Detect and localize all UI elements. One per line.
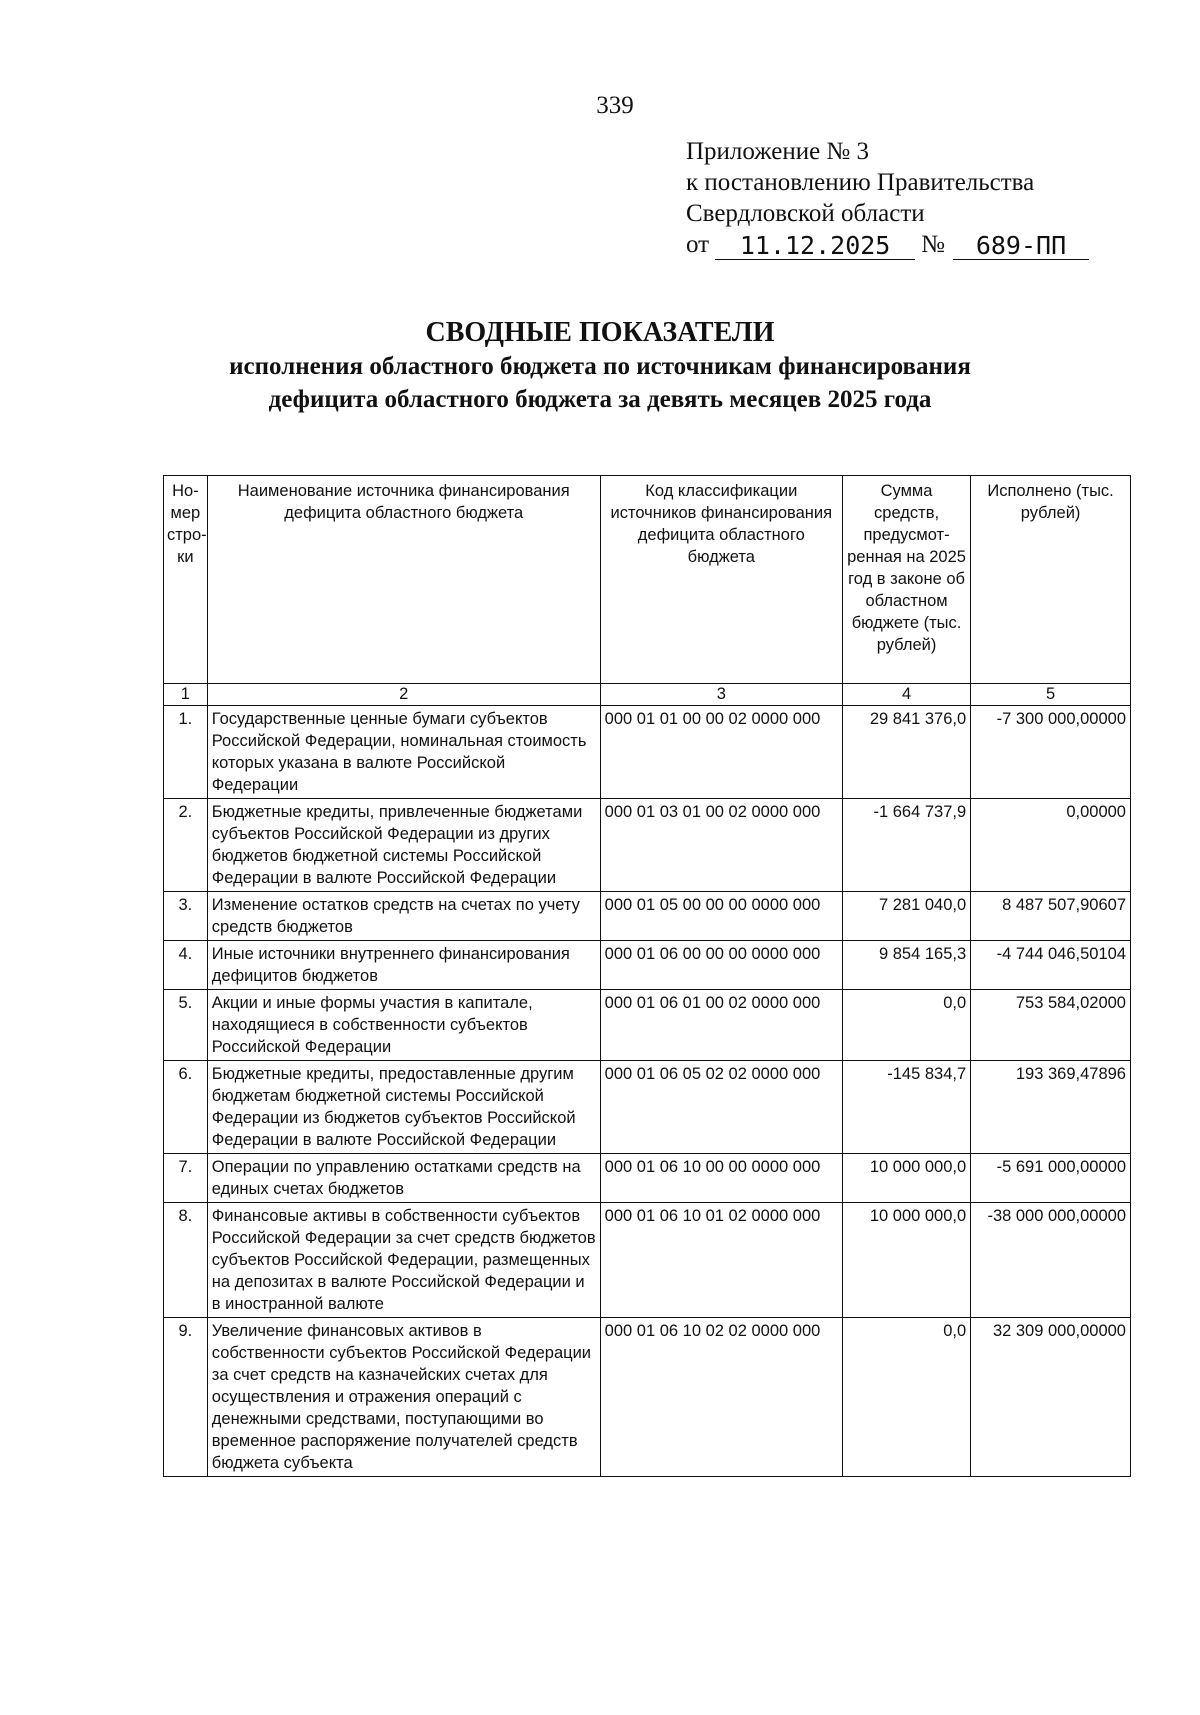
row-planned-amount: -1 664 737,9 [842, 799, 970, 892]
row-source-name: Увеличение финансовых активов в собственности субъектов Российской Федерации за счет средств на казначейских счетах для осуществления и отражения операций с денежными средствами, поступающими во временное распоряжение получателей средств бюджета субъекта [207, 1318, 600, 1477]
row-number: 2. [164, 799, 208, 892]
row-source-name: Финансовые активы в собственности субъектов Российской Федерации за счет средств бюджетов субъектов Российской Федерации, размещенных на депозитах в валюте Российской Федерации и в иностранной валюте [207, 1203, 600, 1318]
appendix-line-2: к постановлению Правительства [686, 169, 1035, 196]
row-classification-code: 000 01 06 00 00 00 0000 000 [600, 941, 842, 990]
row-number: 8. [164, 1203, 208, 1318]
appendix-date-line [686, 229, 1089, 260]
row-planned-amount: 7 281 040,0 [842, 892, 970, 941]
column-number-row [164, 684, 1131, 706]
row-classification-code: 000 01 01 00 00 02 0000 000 [600, 706, 842, 799]
row-planned-amount: 0,0 [842, 990, 970, 1061]
row-planned-amount: 10 000 000,0 [842, 1203, 970, 1318]
row-executed-amount: 753 584,02000 [971, 990, 1131, 1061]
row-number: 5. [164, 990, 208, 1061]
table-row [164, 1061, 1131, 1154]
financing-sources-table [163, 475, 1131, 1477]
row-planned-amount: 0,0 [842, 1318, 970, 1477]
table-row [164, 1203, 1131, 1318]
row-executed-amount: 8 487 507,90607 [971, 892, 1131, 941]
table-header-row [164, 476, 1131, 684]
row-executed-amount: -38 000 000,00000 [971, 1203, 1131, 1318]
row-classification-code: 000 01 06 10 00 00 0000 000 [600, 1154, 842, 1203]
row-number: 7. [164, 1154, 208, 1203]
row-source-name: Операции по управлению остатками средств на единых счетах бюджетов [207, 1154, 600, 1203]
number-prefix: № [921, 231, 945, 258]
resolution-number: 689-ПП [953, 233, 1089, 260]
row-executed-amount: -5 691 000,00000 [971, 1154, 1131, 1203]
header-executed-amount: Исполнено (тыс. рублей) [971, 476, 1131, 684]
table-row [164, 706, 1131, 799]
row-planned-amount: -145 834,7 [842, 1061, 970, 1154]
table-row [164, 941, 1131, 990]
row-number: 9. [164, 1318, 208, 1477]
row-classification-code: 000 01 06 05 02 02 0000 000 [600, 1061, 842, 1154]
column-number: 4 [842, 684, 970, 706]
row-executed-amount: 32 309 000,00000 [971, 1318, 1131, 1477]
row-number: 6. [164, 1061, 208, 1154]
header-planned-amount: Сумма средств, предусмот-ренная на 2025 год в законе об областном бюджете (тыс. рублей) [842, 476, 970, 684]
row-planned-amount: 10 000 000,0 [842, 1154, 970, 1203]
resolution-date: 11.12.2025 [715, 233, 915, 260]
row-executed-amount: 0,00000 [971, 799, 1131, 892]
page-number: 339 [596, 92, 634, 119]
table-row [164, 1318, 1131, 1477]
row-executed-amount: 193 369,47896 [971, 1061, 1131, 1154]
appendix-block [686, 136, 1089, 260]
header-row-number: Но-мер стро-ки [164, 476, 208, 684]
row-number: 4. [164, 941, 208, 990]
title-sub-2: дефицита областного бюджета за девять месяцев 2025 года [268, 386, 932, 413]
table-row [164, 799, 1131, 892]
title-sub-1: исполнения областного бюджета по источникам финансирования [229, 353, 971, 380]
row-classification-code: 000 01 03 01 00 02 0000 000 [600, 799, 842, 892]
row-source-name: Бюджетные кредиты, привлеченные бюджетами субъектов Российской Федерации из других бюджетов бюджетной системы Российской Федерации в валюте Российской Федерации [207, 799, 600, 892]
row-executed-amount: -7 300 000,00000 [971, 706, 1131, 799]
table-row [164, 990, 1131, 1061]
row-classification-code: 000 01 06 10 01 02 0000 000 [600, 1203, 842, 1318]
row-number: 3. [164, 892, 208, 941]
row-source-name: Иные источники внутреннего финансирования дефицитов бюджетов [207, 941, 600, 990]
row-executed-amount: -4 744 046,50104 [971, 941, 1131, 990]
column-number: 2 [207, 684, 600, 706]
header-source-name: Наименование источника финансирования дефицита областного бюджета [207, 476, 600, 684]
table-row [164, 892, 1131, 941]
date-prefix: от [686, 231, 710, 258]
column-number: 5 [971, 684, 1131, 706]
row-source-name: Изменение остатков средств на счетах по учету средств бюджетов [207, 892, 600, 941]
row-planned-amount: 29 841 376,0 [842, 706, 970, 799]
row-classification-code: 000 01 06 10 02 02 0000 000 [600, 1318, 842, 1477]
column-number: 3 [600, 684, 842, 706]
row-number: 1. [164, 706, 208, 799]
row-classification-code: 000 01 06 01 00 02 0000 000 [600, 990, 842, 1061]
header-classification-code: Код классификации источников финансирования дефицита областного бюджета [600, 476, 842, 684]
row-classification-code: 000 01 05 00 00 00 0000 000 [600, 892, 842, 941]
title-main: СВОДНЫЕ ПОКАЗАТЕЛИ [425, 317, 775, 348]
appendix-line-3: Свердловской области [686, 200, 925, 227]
table-row [164, 1154, 1131, 1203]
row-source-name: Акции и иные формы участия в капитале, находящиеся в собственности субъектов Российской Федерации [207, 990, 600, 1061]
row-source-name: Бюджетные кредиты, предоставленные другим бюджетам бюджетной системы Российской Федерации из бюджетов субъектов Российской Федерации в валюте Российской Федерации [207, 1061, 600, 1154]
document-title [0, 316, 1200, 416]
column-number: 1 [164, 684, 208, 706]
row-source-name: Государственные ценные бумаги субъектов Российской Федерации, номинальная стоимость которых указана в валюте Российской Федерации [207, 706, 600, 799]
row-planned-amount: 9 854 165,3 [842, 941, 970, 990]
appendix-line-1: Приложение № 3 [686, 138, 870, 165]
